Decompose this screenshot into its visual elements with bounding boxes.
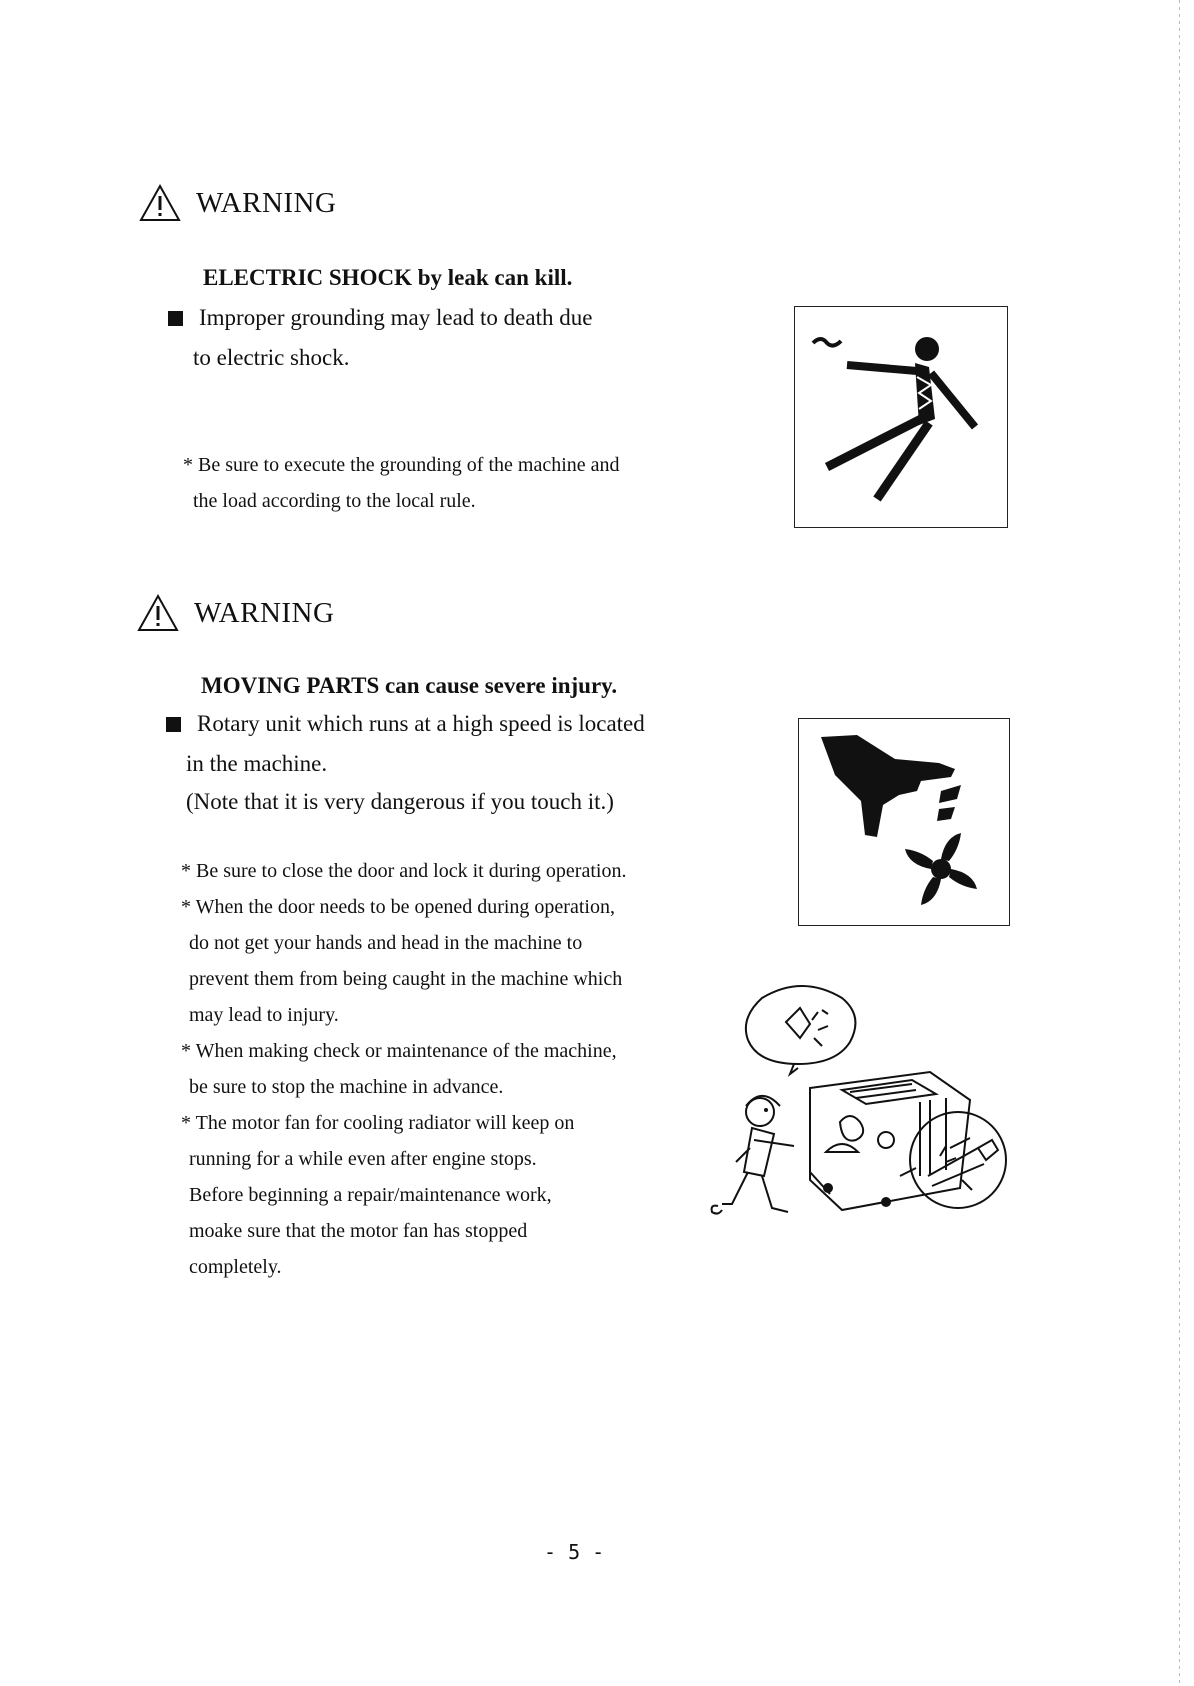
note-line: the load according to the local rule. [193, 490, 476, 512]
note-line: completely. [189, 1256, 282, 1278]
note-line: do not get your hands and head in the machine to [189, 932, 583, 954]
bullet-text: Improper grounding may lead to death due [199, 305, 593, 330]
note-line: * When the door needs to be opened during operation, [181, 896, 615, 918]
moving-parts-pictogram [798, 718, 1010, 926]
warning-heading-text: WARNING [196, 186, 337, 219]
square-bullet-icon [166, 717, 181, 732]
note-line: * The motor fan for cooling radiator will keep on [181, 1112, 575, 1134]
warning-heading-text: WARNING [194, 596, 335, 629]
square-bullet-icon [168, 311, 183, 326]
thought-bubble [746, 986, 856, 1064]
scan-edge-artifact [1179, 0, 1180, 1686]
electric-shock-subheading: ELECTRIC SHOCK by leak can kill. [203, 265, 573, 290]
note-line: * Be sure to close the door and lock it during operation. [181, 860, 627, 882]
warning-heading-1 [138, 183, 336, 223]
rotating-fan-hand-icon [799, 719, 1009, 925]
note-line: prevent them from being caught in the machine which [189, 968, 623, 990]
electric-shock-icon [795, 307, 1007, 527]
note-line: be sure to stop the machine in advance. [189, 1076, 504, 1098]
warning-heading-2 [136, 593, 334, 633]
maintenance-cartoon-illustration [690, 980, 1020, 1245]
page-number: - 5 - [544, 1540, 605, 1564]
note-line: moake sure that the motor fan has stopped [189, 1220, 528, 1242]
bullet-text: Rotary unit which runs at a high speed is located [197, 711, 645, 736]
note-line: * When making check or maintenance of the machine, [181, 1040, 617, 1062]
note-line: may lead to injury. [189, 1004, 339, 1026]
note-line: * Be sure to execute the grounding of the machine and [183, 454, 620, 476]
electric-shock-pictogram [794, 306, 1008, 528]
bullet-continuation: to electric shock. [193, 345, 350, 370]
bullet-continuation: (Note that it is very dangerous if you touch it.) [186, 789, 614, 814]
warning-triangle-icon [138, 183, 182, 223]
bullet-item [168, 305, 592, 331]
moving-parts-subheading: MOVING PARTS can cause severe injury. [201, 673, 618, 698]
bullet-continuation: in the machine. [186, 751, 328, 776]
note-line: Before beginning a repair/maintenance work, [189, 1184, 552, 1206]
bullet-item [166, 711, 645, 737]
warning-triangle-icon [136, 593, 180, 633]
note-line: running for a while even after engine stops. [189, 1148, 537, 1170]
